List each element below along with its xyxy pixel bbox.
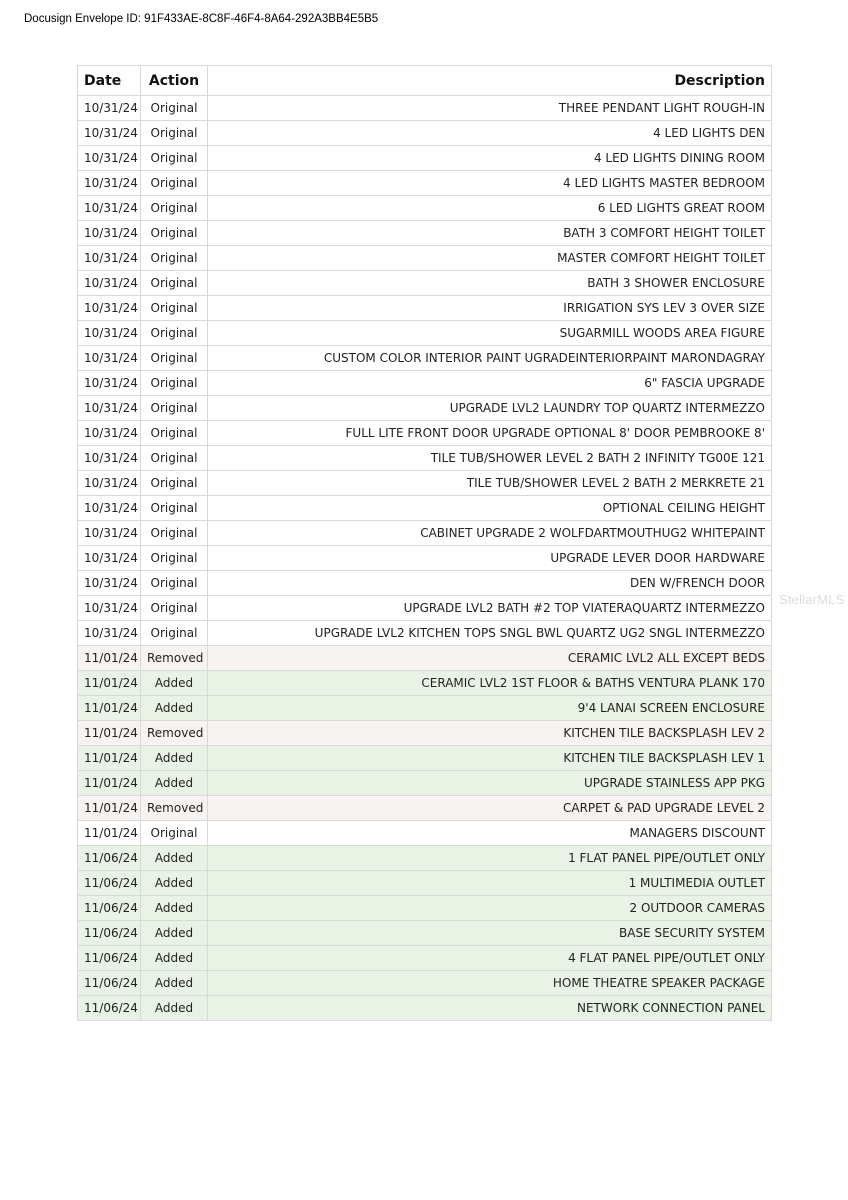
table-row xyxy=(78,296,772,321)
table-row xyxy=(78,771,772,796)
table-row xyxy=(78,946,772,971)
table-row xyxy=(78,721,772,746)
table-header xyxy=(78,66,772,96)
action-cell: Original xyxy=(141,146,208,171)
date-cell: 10/31/24 xyxy=(78,496,141,521)
options-table xyxy=(77,65,772,1021)
action-cell: Original xyxy=(141,396,208,421)
action-cell: Original xyxy=(141,546,208,571)
table-row xyxy=(78,521,772,546)
action-cell: Original xyxy=(141,446,208,471)
action-cell: Original xyxy=(141,621,208,646)
description-header: Description xyxy=(208,66,772,96)
date-cell: 11/06/24 xyxy=(78,871,141,896)
table-row xyxy=(78,96,772,121)
table-row xyxy=(78,346,772,371)
table-row xyxy=(78,271,772,296)
description-cell: KITCHEN TILE BACKSPLASH LEV 2 xyxy=(208,721,772,746)
date-cell: 10/31/24 xyxy=(78,546,141,571)
table-row xyxy=(78,996,772,1021)
description-cell: CUSTOM COLOR INTERIOR PAINT UGRADEINTERIORPAINT MARONDAGRAY xyxy=(208,346,772,371)
date-cell: 11/01/24 xyxy=(78,796,141,821)
table-row xyxy=(78,546,772,571)
action-cell: Original xyxy=(141,96,208,121)
envelope-id: Docusign Envelope ID: 91F433AE-8C8F-46F4-8A64-292A3BB4E5B5 xyxy=(24,13,379,25)
date-cell: 10/31/24 xyxy=(78,96,141,121)
action-cell: Original xyxy=(141,171,208,196)
table-row xyxy=(78,821,772,846)
action-cell: Added xyxy=(141,996,208,1021)
date-cell: 10/31/24 xyxy=(78,471,141,496)
date-cell: 10/31/24 xyxy=(78,571,141,596)
action-cell: Added xyxy=(141,671,208,696)
table-row xyxy=(78,446,772,471)
description-cell: UPGRADE STAINLESS APP PKG xyxy=(208,771,772,796)
watermark: StellarMLS xyxy=(779,592,845,607)
description-cell: CABINET UPGRADE 2 WOLFDARTMOUTHUG2 WHITEPAINT xyxy=(208,521,772,546)
header-row xyxy=(78,66,772,96)
description-cell: UPGRADE LVL2 BATH #2 TOP VIATERAQUARTZ INTERMEZZO xyxy=(208,596,772,621)
description-cell: UPGRADE LEVER DOOR HARDWARE xyxy=(208,546,772,571)
date-cell: 11/01/24 xyxy=(78,771,141,796)
description-cell: UPGRADE LVL2 KITCHEN TOPS SNGL BWL QUARTZ UG2 SNGL INTERMEZZO xyxy=(208,621,772,646)
action-cell: Added xyxy=(141,771,208,796)
action-cell: Original xyxy=(141,421,208,446)
action-cell: Removed xyxy=(141,796,208,821)
date-cell: 10/31/24 xyxy=(78,296,141,321)
description-cell: 4 FLAT PANEL PIPE/OUTLET ONLY xyxy=(208,946,772,971)
date-cell: 10/31/24 xyxy=(78,446,141,471)
description-cell: MASTER COMFORT HEIGHT TOILET xyxy=(208,246,772,271)
date-cell: 10/31/24 xyxy=(78,146,141,171)
date-cell: 11/01/24 xyxy=(78,646,141,671)
action-cell: Original xyxy=(141,296,208,321)
action-header: Action xyxy=(141,66,208,96)
description-cell: NETWORK CONNECTION PANEL xyxy=(208,996,772,1021)
action-cell: Added xyxy=(141,971,208,996)
date-cell: 10/31/24 xyxy=(78,171,141,196)
date-cell: 10/31/24 xyxy=(78,246,141,271)
date-cell: 11/01/24 xyxy=(78,671,141,696)
description-cell: TILE TUB/SHOWER LEVEL 2 BATH 2 INFINITY TG00E 121 xyxy=(208,446,772,471)
table-row xyxy=(78,921,772,946)
date-cell: 10/31/24 xyxy=(78,421,141,446)
description-cell: BATH 3 COMFORT HEIGHT TOILET xyxy=(208,221,772,246)
action-cell: Original xyxy=(141,496,208,521)
date-cell: 11/06/24 xyxy=(78,996,141,1021)
date-header: Date xyxy=(78,66,141,96)
table-row xyxy=(78,321,772,346)
date-cell: 11/01/24 xyxy=(78,746,141,771)
table-row xyxy=(78,596,772,621)
table-body xyxy=(78,96,772,1021)
date-cell: 10/31/24 xyxy=(78,396,141,421)
action-cell: Original xyxy=(141,471,208,496)
description-cell: FULL LITE FRONT DOOR UPGRADE OPTIONAL 8' DOOR PEMBROOKE 8' xyxy=(208,421,772,446)
action-cell: Original xyxy=(141,371,208,396)
description-cell: CERAMIC LVL2 ALL EXCEPT BEDS xyxy=(208,646,772,671)
description-cell: 1 FLAT PANEL PIPE/OUTLET ONLY xyxy=(208,846,772,871)
action-cell: Original xyxy=(141,271,208,296)
date-cell: 10/31/24 xyxy=(78,221,141,246)
action-cell: Added xyxy=(141,946,208,971)
description-cell: CARPET & PAD UPGRADE LEVEL 2 xyxy=(208,796,772,821)
description-cell: DEN W/FRENCH DOOR xyxy=(208,571,772,596)
description-cell: 6 LED LIGHTS GREAT ROOM xyxy=(208,196,772,221)
table-row xyxy=(78,621,772,646)
table-row xyxy=(78,646,772,671)
table-row xyxy=(78,371,772,396)
table-row xyxy=(78,971,772,996)
table-row xyxy=(78,421,772,446)
action-cell: Removed xyxy=(141,646,208,671)
date-cell: 11/06/24 xyxy=(78,846,141,871)
date-cell: 11/06/24 xyxy=(78,921,141,946)
description-cell: 4 LED LIGHTS DINING ROOM xyxy=(208,146,772,171)
action-cell: Original xyxy=(141,121,208,146)
action-cell: Original xyxy=(141,521,208,546)
table-row xyxy=(78,196,772,221)
table-row xyxy=(78,671,772,696)
description-cell: KITCHEN TILE BACKSPLASH LEV 1 xyxy=(208,746,772,771)
description-cell: TILE TUB/SHOWER LEVEL 2 BATH 2 MERKRETE 21 xyxy=(208,471,772,496)
table-row xyxy=(78,121,772,146)
action-cell: Added xyxy=(141,896,208,921)
description-cell: 4 LED LIGHTS DEN xyxy=(208,121,772,146)
date-cell: 11/06/24 xyxy=(78,946,141,971)
description-cell: IRRIGATION SYS LEV 3 OVER SIZE xyxy=(208,296,772,321)
date-cell: 10/31/24 xyxy=(78,196,141,221)
action-cell: Original xyxy=(141,596,208,621)
date-cell: 11/06/24 xyxy=(78,896,141,921)
description-cell: 6" FASCIA UPGRADE xyxy=(208,371,772,396)
date-cell: 10/31/24 xyxy=(78,596,141,621)
date-cell: 10/31/24 xyxy=(78,271,141,296)
table-row xyxy=(78,846,772,871)
action-cell: Original xyxy=(141,821,208,846)
table-row xyxy=(78,796,772,821)
description-cell: THREE PENDANT LIGHT ROUGH-IN xyxy=(208,96,772,121)
table-row xyxy=(78,171,772,196)
table-row xyxy=(78,496,772,521)
action-cell: Original xyxy=(141,246,208,271)
action-cell: Original xyxy=(141,571,208,596)
action-cell: Added xyxy=(141,746,208,771)
action-cell: Added xyxy=(141,921,208,946)
table-row xyxy=(78,146,772,171)
table-row xyxy=(78,746,772,771)
description-cell: OPTIONAL CEILING HEIGHT xyxy=(208,496,772,521)
table-row xyxy=(78,571,772,596)
description-cell: 4 LED LIGHTS MASTER BEDROOM xyxy=(208,171,772,196)
date-cell: 10/31/24 xyxy=(78,121,141,146)
date-cell: 11/01/24 xyxy=(78,721,141,746)
table-row xyxy=(78,396,772,421)
table-row xyxy=(78,246,772,271)
description-cell: SUGARMILL WOODS AREA FIGURE xyxy=(208,321,772,346)
date-cell: 10/31/24 xyxy=(78,371,141,396)
table-row xyxy=(78,896,772,921)
description-cell: UPGRADE LVL2 LAUNDRY TOP QUARTZ INTERMEZZO xyxy=(208,396,772,421)
description-cell: MANAGERS DISCOUNT xyxy=(208,821,772,846)
action-cell: Added xyxy=(141,696,208,721)
action-cell: Removed xyxy=(141,721,208,746)
table-row xyxy=(78,471,772,496)
date-cell: 10/31/24 xyxy=(78,521,141,546)
description-cell: BATH 3 SHOWER ENCLOSURE xyxy=(208,271,772,296)
action-cell: Original xyxy=(141,221,208,246)
table-row xyxy=(78,221,772,246)
action-cell: Added xyxy=(141,871,208,896)
description-cell: 9'4 LANAI SCREEN ENCLOSURE xyxy=(208,696,772,721)
date-cell: 10/31/24 xyxy=(78,321,141,346)
table-row xyxy=(78,871,772,896)
date-cell: 11/01/24 xyxy=(78,696,141,721)
description-cell: 1 MULTIMEDIA OUTLET xyxy=(208,871,772,896)
description-cell: BASE SECURITY SYSTEM xyxy=(208,921,772,946)
action-cell: Original xyxy=(141,346,208,371)
date-cell: 11/06/24 xyxy=(78,971,141,996)
action-cell: Added xyxy=(141,846,208,871)
table-row xyxy=(78,696,772,721)
action-cell: Original xyxy=(141,196,208,221)
date-cell: 10/31/24 xyxy=(78,621,141,646)
date-cell: 10/31/24 xyxy=(78,346,141,371)
date-cell: 11/01/24 xyxy=(78,821,141,846)
description-cell: HOME THEATRE SPEAKER PACKAGE xyxy=(208,971,772,996)
description-cell: CERAMIC LVL2 1ST FLOOR & BATHS VENTURA PLANK 170 xyxy=(208,671,772,696)
description-cell: 2 OUTDOOR CAMERAS xyxy=(208,896,772,921)
action-cell: Original xyxy=(141,321,208,346)
